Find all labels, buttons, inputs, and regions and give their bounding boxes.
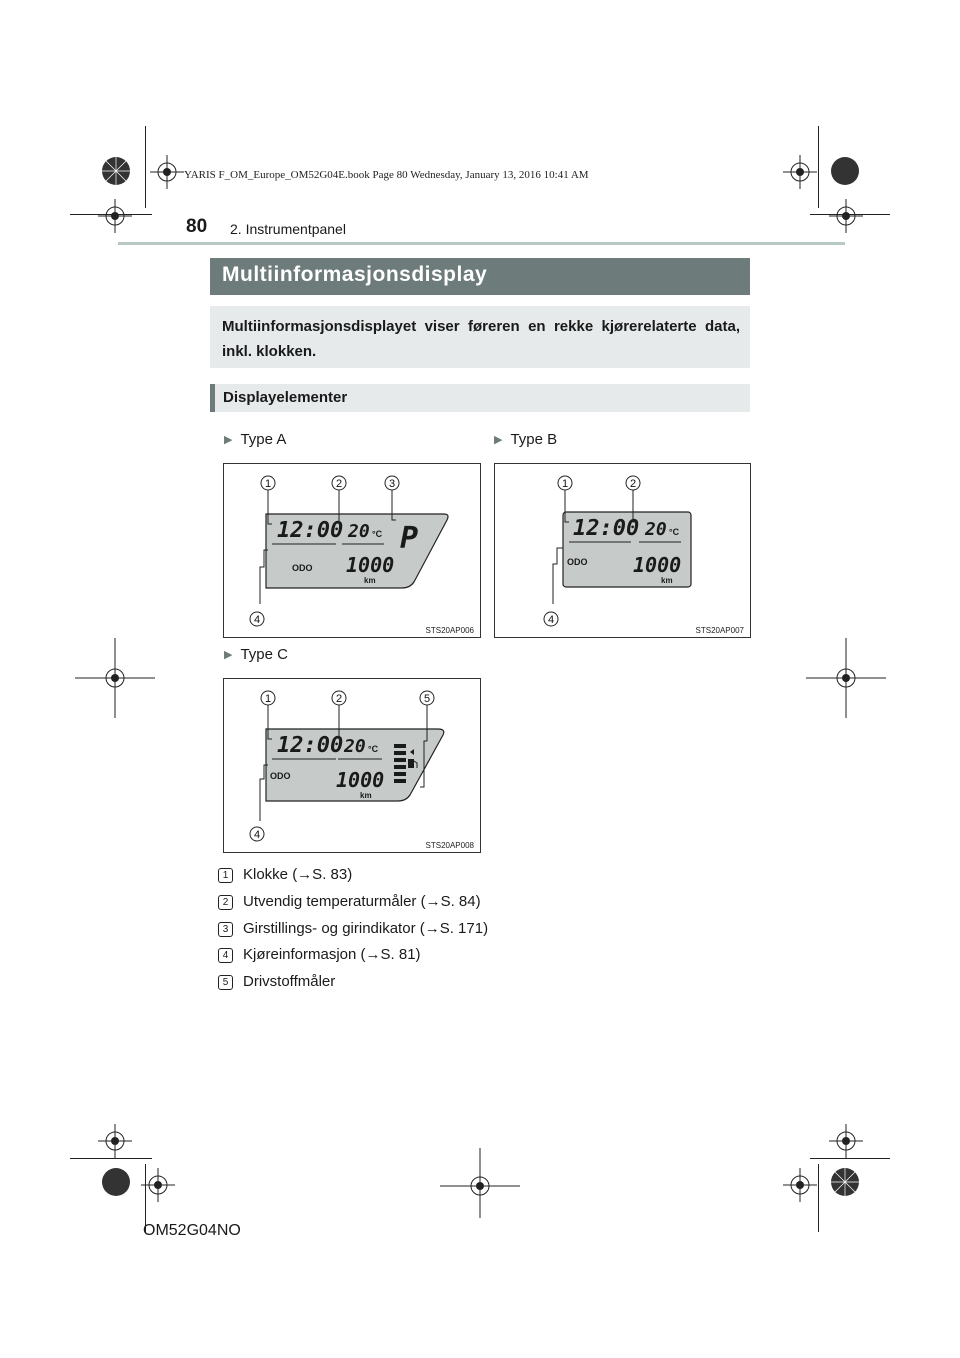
- callout-2: [332, 476, 346, 490]
- svg-text:1: 1: [264, 693, 272, 705]
- temperature-readout: 20: [344, 736, 366, 757]
- svg-text:4: 4: [253, 829, 261, 841]
- crosshair-icon: [783, 1168, 817, 1202]
- odo-label: ODO: [292, 563, 313, 573]
- callout-1: [261, 691, 275, 705]
- temperature-unit: °C: [368, 744, 379, 754]
- header-divider: [118, 242, 845, 245]
- callout-3: [385, 476, 399, 490]
- temperature-unit: °C: [669, 527, 680, 537]
- clock-readout: 12:00: [277, 733, 344, 758]
- crosshair-icon: [141, 1168, 175, 1202]
- page-number: 80: [186, 216, 208, 237]
- section-title: Multiinformasjonsdisplay: [222, 263, 488, 286]
- legend-number: 3: [218, 922, 233, 937]
- registration-mark-icon: [100, 155, 132, 187]
- crosshair-icon: [806, 638, 886, 718]
- subheading-accent: [210, 384, 215, 412]
- registration-mark-icon: [829, 1166, 861, 1198]
- document-code: OM52G04NO: [143, 1222, 241, 1239]
- odometer-readout: 1000: [336, 768, 385, 792]
- callout-4: [250, 827, 264, 841]
- svg-text:1: 1: [264, 478, 272, 490]
- distance-unit: km: [364, 576, 376, 585]
- odo-label: ODO: [567, 557, 588, 567]
- crosshair-icon: [75, 638, 155, 718]
- odo-label: ODO: [270, 771, 291, 781]
- clock-readout: 12:00: [277, 518, 344, 543]
- callout-1: [558, 476, 572, 490]
- svg-text:2: 2: [335, 693, 343, 705]
- callout-2: [626, 476, 640, 490]
- figure-c-label: ▶ Type C: [224, 646, 288, 663]
- triangle-bullet-icon: ▶: [224, 649, 233, 661]
- crosshair-icon: [440, 1148, 520, 1218]
- svg-text:3: 3: [388, 478, 396, 490]
- legend-item: [218, 920, 488, 937]
- callout-2: [332, 691, 346, 705]
- clock-readout: 12:00: [573, 516, 640, 541]
- triangle-bullet-icon: ▶: [224, 434, 233, 446]
- figure-code: STS20AP006: [425, 626, 474, 635]
- figure-code: STS20AP007: [695, 626, 744, 635]
- legend-text: Kjøreinformasjon (→S. 81): [243, 946, 421, 963]
- svg-text:4: 4: [547, 614, 555, 626]
- legend-item: [218, 893, 481, 910]
- crosshair-icon: [98, 199, 132, 233]
- crosshair-icon: [783, 155, 817, 189]
- callout-1: [261, 476, 275, 490]
- odometer-readout: 1000: [346, 553, 395, 577]
- figure-a-label: ▶ Type A: [224, 431, 287, 448]
- odometer-readout: 1000: [633, 553, 682, 577]
- crosshair-icon: [98, 1124, 132, 1158]
- crosshair-icon: [829, 1124, 863, 1158]
- figure-type-c: [223, 678, 481, 853]
- legend-item: [218, 946, 421, 963]
- figure-type-b: [494, 463, 751, 638]
- legend-number: 2: [218, 895, 233, 910]
- figure-b-label: ▶ Type B: [494, 431, 558, 448]
- svg-text:2: 2: [335, 478, 343, 490]
- legend-text: Girstillings- og girindikator (→S. 171): [243, 920, 489, 937]
- registration-mark-icon: [100, 1166, 132, 1198]
- legend-number: 1: [218, 868, 233, 883]
- legend-text: Klokke (→S. 83): [243, 866, 353, 883]
- distance-unit: km: [661, 576, 673, 585]
- legend-number: 4: [218, 948, 233, 963]
- temperature-unit: °C: [372, 529, 383, 539]
- legend-number: 5: [218, 975, 233, 990]
- figure-type-a: [223, 463, 481, 638]
- crosshair-icon: [150, 155, 184, 189]
- crosshair-icon: [829, 199, 863, 233]
- legend-text: Drivstoffmåler: [243, 973, 336, 990]
- distance-unit: km: [360, 791, 372, 800]
- figure-code: STS20AP008: [425, 841, 474, 850]
- legend-text: Utvendig temperaturmåler (→S. 84): [243, 893, 481, 910]
- svg-text:1: 1: [561, 478, 569, 490]
- triangle-bullet-icon: ▶: [494, 434, 503, 446]
- gear-indicator: P: [400, 521, 419, 556]
- subheading: Displayelementer: [223, 389, 348, 406]
- chapter-title: 2. Instrumentpanel: [230, 221, 346, 237]
- intro-text: Multiinformasjonsdisplayet viser føreren en rekke kjørerelaterte data, inkl. klokken.: [222, 318, 740, 360]
- legend-item: [218, 866, 352, 883]
- registration-mark-icon: [829, 155, 861, 187]
- callout-5: [420, 691, 434, 705]
- temperature-readout: 20: [645, 519, 667, 540]
- temperature-readout: 20: [348, 521, 370, 542]
- svg-text:2: 2: [629, 478, 637, 490]
- svg-text:4: 4: [253, 614, 261, 626]
- book-metadata: YARIS F_OM_Europe_OM52G04E.book Page 80 Wednesday, January 13, 2016 10:41 AM: [184, 169, 589, 181]
- legend-item: [218, 973, 335, 990]
- callout-4: [250, 612, 264, 626]
- svg-text:5: 5: [423, 693, 431, 705]
- callout-4: [544, 612, 558, 626]
